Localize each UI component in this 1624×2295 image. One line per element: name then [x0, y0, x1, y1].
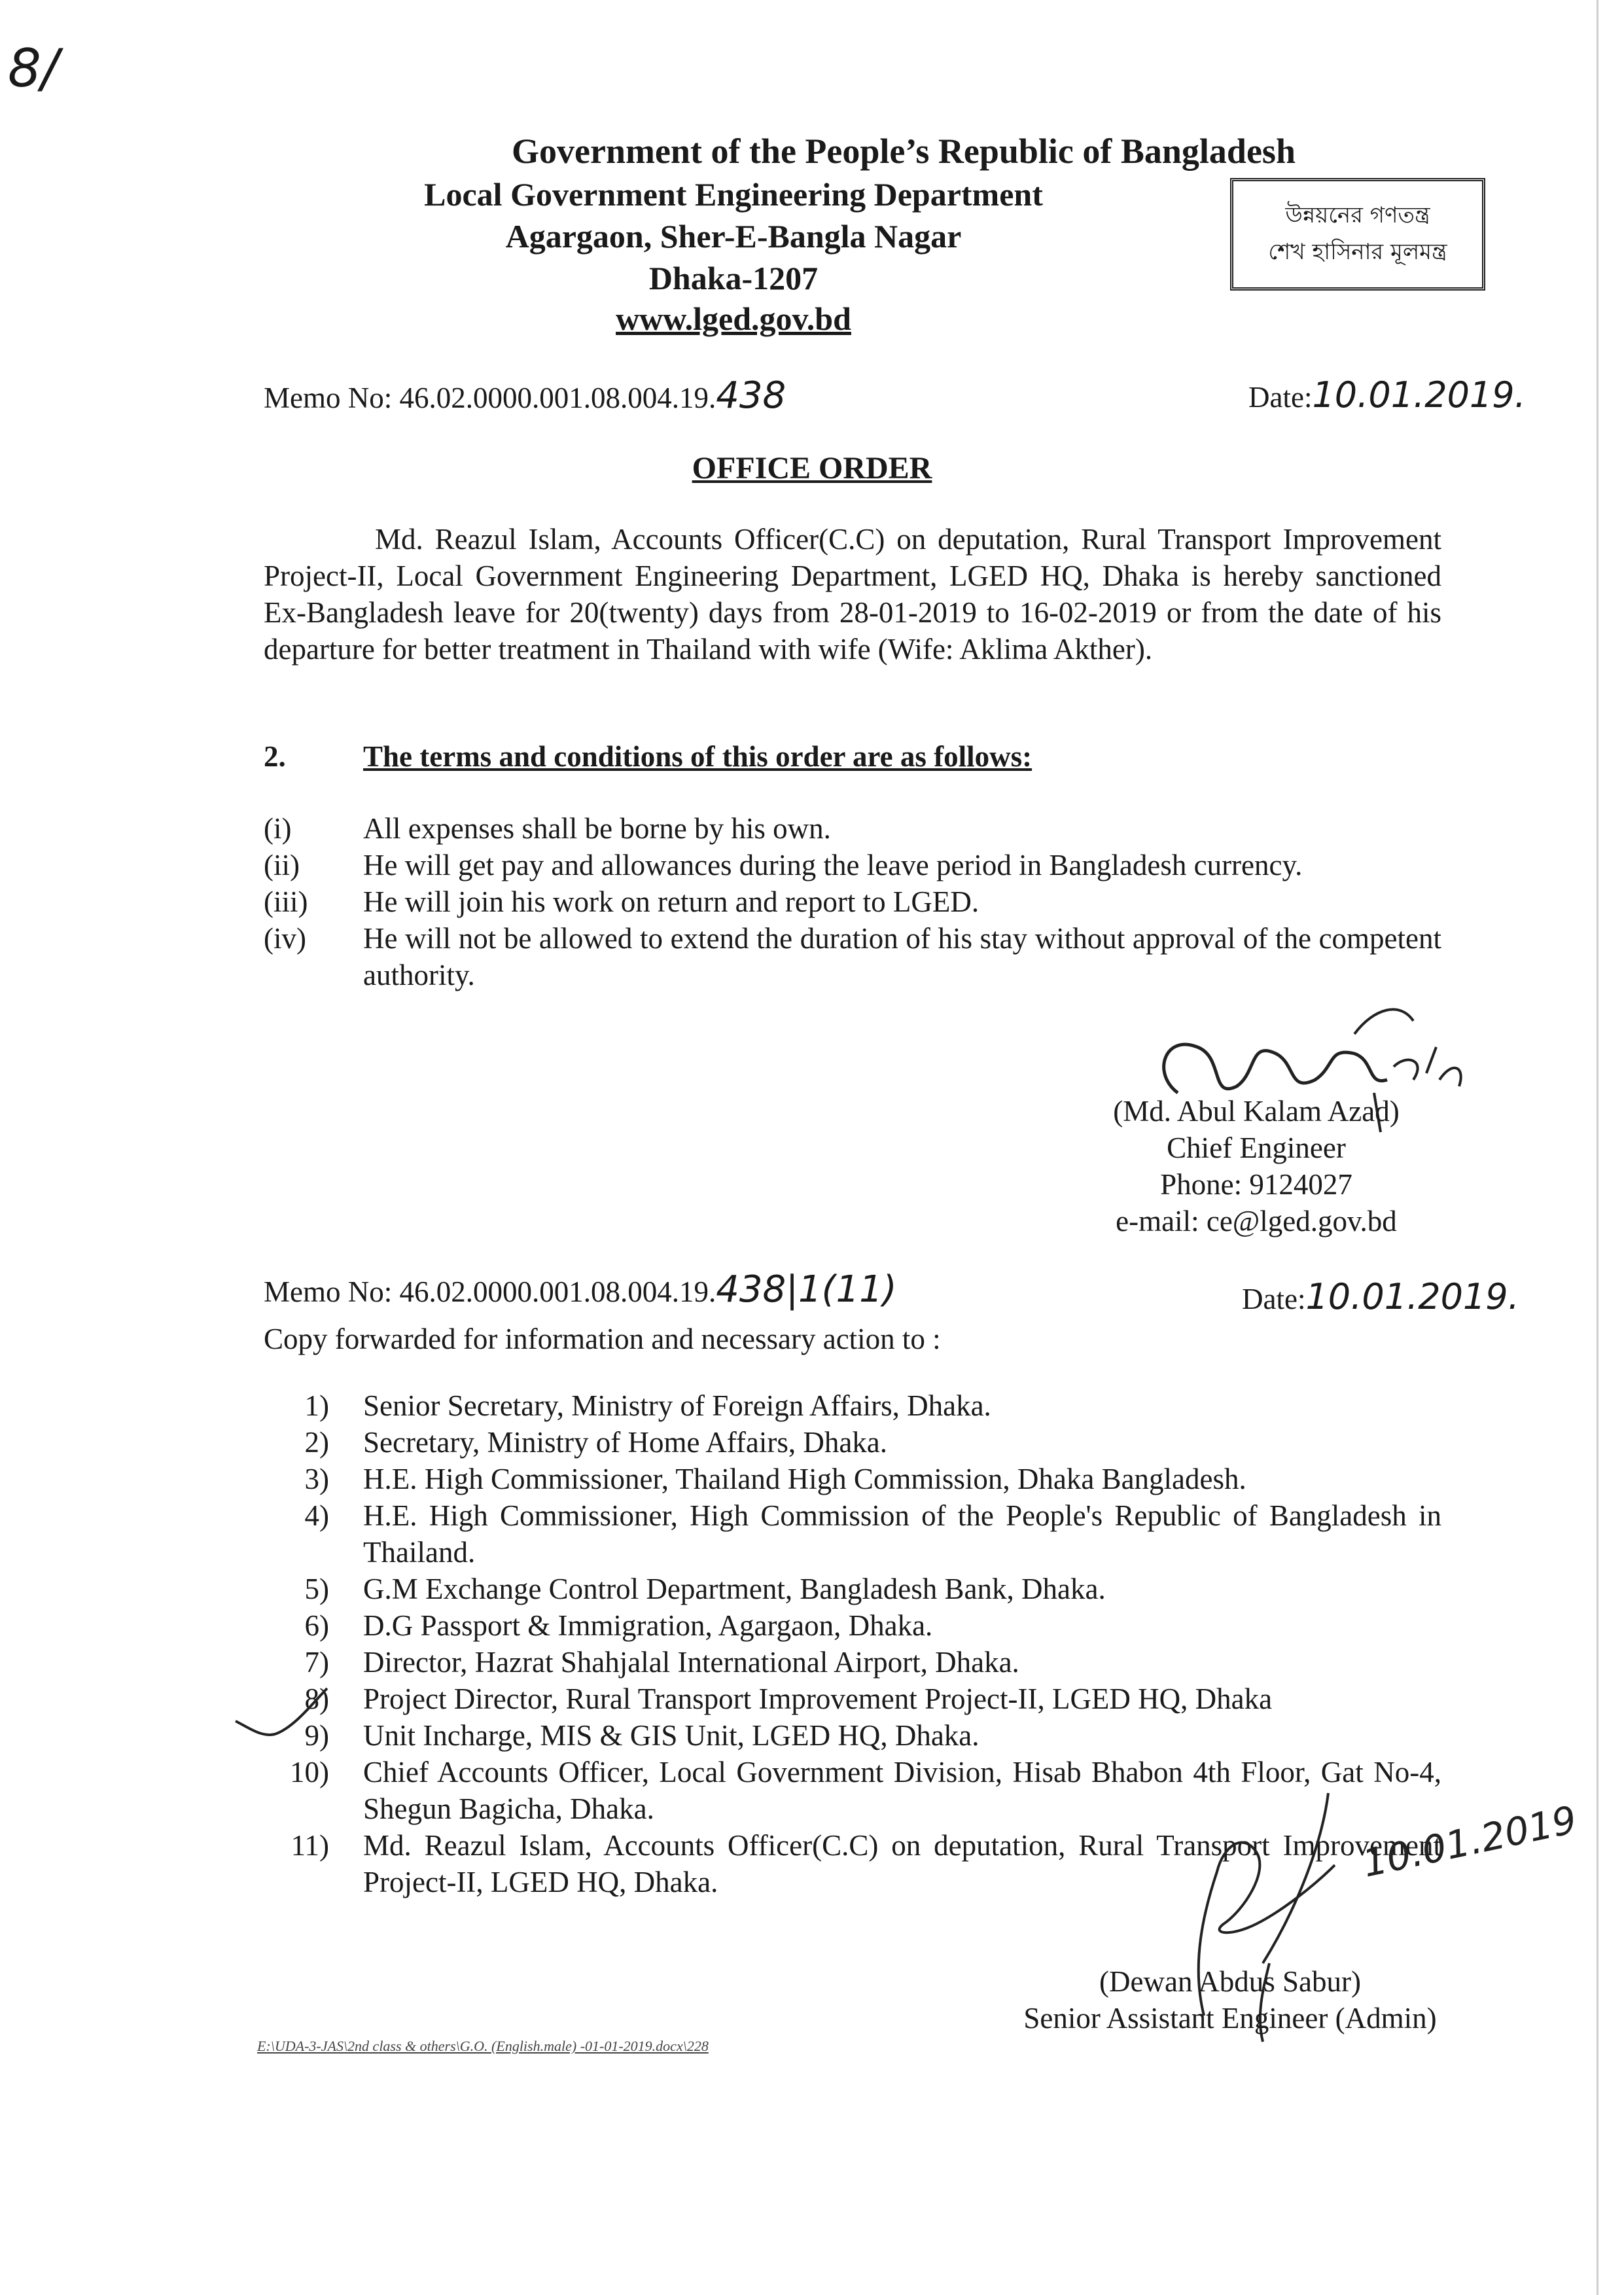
- signatory-2-designation: Senior Assistant Engineer (Admin): [1023, 2002, 1437, 2035]
- recipient-number: 10): [290, 1756, 329, 1788]
- recipient-text: Director, Hazrat Shahjalal International Airport, Dhaka.: [363, 1646, 1019, 1679]
- memo-date-2: [1242, 1276, 1519, 1317]
- signatory-1-email[interactable]: e-mail: ce@lged.gov.bd: [1116, 1205, 1397, 1237]
- margin-handwritten-note: 8/: [8, 38, 59, 99]
- recipient-item: [264, 1681, 1441, 1717]
- recipient-text: D.G Passport & Immigration, Agargaon, Dhaka.: [363, 1609, 933, 1642]
- slogan-box: [1230, 178, 1485, 291]
- memo-prefix: Memo No: 46.02.0000.001.08.004.19.: [264, 1275, 716, 1308]
- recipient-number: 11): [291, 1829, 329, 1862]
- condition-item: [264, 883, 1441, 920]
- header-website-link[interactable]: www.lged.gov.bd: [616, 300, 851, 337]
- signature-handwritten-date: 10.01.2019: [1358, 1797, 1581, 1886]
- signatory-1-designation: Chief Engineer: [1167, 1131, 1346, 1164]
- office-order-title: OFFICE ORDER: [692, 451, 932, 486]
- copy-forwarded-intro: Copy forwarded for information and necessary action to :: [264, 1323, 941, 1355]
- recipient-number: 2): [304, 1426, 329, 1459]
- condition-text: He will join his work on return and report to LGED.: [363, 885, 980, 918]
- section-title: The terms and conditions of this order are as follows:: [363, 740, 1033, 773]
- condition-text: He will not be allowed to extend the duration of his stay without approval of the competent authority.: [363, 922, 1441, 991]
- recipient-text: Secretary, Ministry of Home Affairs, Dhaka.: [363, 1426, 888, 1459]
- document-file-path: E:\UDA-3-JAS\2nd class & others\G.O. (English.male) -01-01-2019.docx\228: [257, 2038, 709, 2054]
- condition-number: (iii): [264, 885, 308, 918]
- header-city: Dhaka-1207: [648, 260, 819, 296]
- recipient-text: G.M Exchange Control Department, Bangladesh Bank, Dhaka.: [363, 1573, 1106, 1605]
- memo-handwritten-number: 438|1(11): [716, 1268, 897, 1311]
- memo-prefix: Memo No: 46.02.0000.001.08.004.19.: [264, 382, 716, 414]
- memo-number-1: [264, 374, 786, 417]
- recipient-item: [264, 1387, 1441, 1424]
- recipient-text: Unit Incharge, MIS & GIS Unit, LGED HQ, Dhaka.: [363, 1719, 980, 1752]
- recipient-text: H.E. High Commissioner, Thailand High Commission, Dhaka Bangladesh.: [363, 1463, 1246, 1495]
- memo-number-2: [264, 1268, 897, 1311]
- header-department: Local Government Engineering Department: [424, 176, 1043, 213]
- condition-number: (ii): [264, 849, 300, 881]
- signatory-1-name: (Md. Abul Kalam Azad): [1113, 1095, 1400, 1128]
- recipient-number: 7): [304, 1646, 329, 1679]
- recipient-item: [264, 1571, 1441, 1607]
- condition-text: All expenses shall be borne by his own.: [363, 812, 831, 845]
- date-label: Date:: [1248, 381, 1313, 414]
- memo-date-1: [1248, 374, 1526, 416]
- recipient-number: 3): [304, 1463, 329, 1495]
- slogan-line-2: শেখ হাসিনার মূলমন্ত্র: [1268, 239, 1447, 265]
- condition-item: [264, 810, 1441, 847]
- condition-item: [264, 920, 1441, 993]
- scan-edge: [1597, 0, 1598, 2295]
- header-government: Government of the People’s Republic of Bangladesh: [512, 132, 1296, 171]
- recipient-item: [264, 1424, 1441, 1461]
- recipient-text: Chief Accounts Officer, Local Government Division, Hisab Bhabon 4th Floor, Gat No-4, Shegun Bagicha, Dhaka.: [363, 1756, 1441, 1825]
- signatory-2-name: (Dewan Abdus Sabur): [1099, 1965, 1361, 1998]
- recipient-item: [264, 1644, 1441, 1681]
- recipient-text: Project Director, Rural Transport Improvement Project-II, LGED HQ, Dhaka: [363, 1682, 1273, 1715]
- signatory-1-phone: Phone: 9124027: [1160, 1168, 1352, 1201]
- recipient-text: H.E. High Commissioner, High Commission of the People's Republic of Bangladesh in Thailand.: [363, 1499, 1441, 1569]
- recipient-item: [264, 1497, 1441, 1571]
- recipient-number: 8): [304, 1682, 329, 1715]
- recipient-number: 5): [304, 1573, 329, 1605]
- recipient-number: 6): [304, 1609, 329, 1642]
- date-handwritten: 10.01.2019.: [1305, 1276, 1519, 1317]
- order-paragraph: Md. Reazul Islam, Accounts Officer(C.C) on deputation, Rural Transport Improvement Project-II, Local Government Engineering Department, LGED HQ, Dhaka is hereby sanctioned Ex-Bangladesh leave for 20(twenty) days from 28-01-2019 to 16-02-2019 or from the date of his departure for better treatment in Thailand with wife (Wife: Aklima Akther).: [264, 523, 1441, 666]
- recipient-number: 4): [304, 1499, 329, 1532]
- tick-mark-icon: [222, 1675, 419, 1754]
- recipient-item: [264, 1461, 1441, 1497]
- date-handwritten: 10.01.2019.: [1312, 374, 1526, 416]
- recipient-number: 1): [304, 1389, 329, 1422]
- recipient-item: [264, 1717, 1441, 1754]
- recipient-text: Senior Secretary, Ministry of Foreign Affairs, Dhaka.: [363, 1389, 991, 1422]
- recipient-text: Md. Reazul Islam, Accounts Officer(C.C) on deputation, Rural Transport Improvement Project-II, LGED HQ, Dhaka.: [363, 1829, 1441, 1898]
- signatory-2-block: [995, 1963, 1466, 2037]
- recipient-item: [264, 1607, 1441, 1644]
- signatory-1-block: [1093, 1093, 1420, 1239]
- recipient-number: 9): [304, 1719, 329, 1752]
- condition-number: (i): [264, 812, 292, 845]
- condition-number: (iv): [264, 922, 306, 955]
- date-label: Date:: [1242, 1283, 1306, 1315]
- slogan-line-1: উন্নয়নের গণতন্ত্র: [1285, 202, 1430, 228]
- memo-handwritten-number: 438: [716, 374, 786, 417]
- header-address: Agargaon, Sher-E-Bangla Nagar: [505, 218, 962, 255]
- condition-text: He will get pay and allowances during the leave period in Bangladesh currency.: [363, 849, 1303, 881]
- condition-item: [264, 847, 1441, 883]
- section-number: 2.: [264, 740, 286, 773]
